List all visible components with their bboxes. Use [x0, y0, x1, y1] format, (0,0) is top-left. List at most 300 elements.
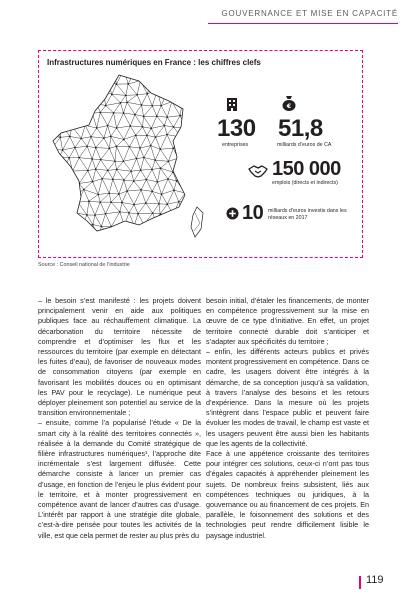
network-node [123, 179, 125, 181]
network-link [144, 225, 150, 237]
stat-revenue-value: 51,8 [278, 115, 323, 142]
network-node [61, 124, 63, 126]
network-node [140, 169, 142, 171]
network-node [185, 127, 187, 129]
network-node [59, 156, 61, 158]
network-link [177, 215, 183, 227]
network-node [113, 112, 115, 114]
network-link [182, 202, 191, 216]
network-node [77, 201, 79, 203]
building-icon [226, 97, 238, 111]
network-link [202, 179, 205, 191]
network-link [68, 213, 74, 225]
network-link [191, 82, 193, 95]
network-link [140, 71, 146, 81]
network-link [47, 160, 54, 171]
network-link [193, 191, 202, 203]
network-node [146, 93, 148, 95]
network-link [157, 83, 164, 91]
network-node [182, 235, 184, 237]
network-node [47, 112, 48, 114]
network-link [173, 146, 186, 148]
network-node [188, 113, 190, 115]
section-header-title: GOUVERNANCE ET MISE EN CAPACITÉ [221, 9, 398, 18]
network-node [205, 167, 207, 169]
network-node [48, 226, 50, 228]
stat-revenue-label: milliards d’euros de CA [277, 142, 332, 148]
network-node [115, 83, 117, 85]
network-link [72, 114, 79, 127]
network-link [80, 81, 86, 93]
network-link [202, 168, 207, 179]
network-link [182, 102, 188, 115]
network-link [60, 157, 63, 171]
network-link [90, 91, 103, 92]
network-link [155, 71, 163, 83]
network-link [196, 128, 207, 129]
network-link [52, 216, 60, 224]
page-number-rule [359, 576, 361, 589]
network-link [186, 172, 190, 178]
network-node [86, 214, 88, 216]
network-link [173, 214, 176, 227]
network-node [56, 114, 58, 116]
network-link [90, 92, 97, 104]
network-node [173, 189, 175, 191]
network-link [178, 158, 186, 172]
network-link [69, 205, 74, 212]
network-link [69, 71, 78, 73]
network-node [103, 137, 105, 139]
network-node [192, 81, 194, 83]
network-node [51, 215, 53, 217]
network-node [167, 178, 169, 180]
network-node [95, 147, 97, 149]
network-node [116, 145, 118, 147]
network-link [111, 226, 116, 234]
network-link [57, 180, 63, 193]
network-link [203, 146, 206, 160]
network-node [186, 145, 188, 147]
network-link [201, 71, 207, 82]
network-node [135, 134, 137, 136]
network-node [68, 157, 70, 159]
network-node [105, 213, 107, 215]
network-node [107, 233, 109, 235]
network-link [52, 214, 61, 216]
network-node [47, 71, 48, 72]
network-node [105, 105, 107, 107]
network-link [58, 93, 64, 104]
network-link [184, 71, 192, 80]
network-node [180, 136, 182, 138]
network-node [158, 203, 160, 205]
network-node [128, 238, 130, 240]
network-node [110, 135, 112, 137]
stat-investment-label: milliards d’euros investis dans les réseaux en 2017 [268, 208, 347, 221]
network-link [191, 191, 193, 202]
network-link [134, 226, 138, 234]
network-link [64, 104, 67, 115]
network-node [79, 92, 81, 94]
network-link [69, 71, 75, 81]
network-link [188, 136, 195, 146]
network-node [76, 193, 78, 195]
network-link [200, 83, 207, 96]
network-node [59, 223, 61, 225]
network-link [170, 71, 177, 73]
network-node [123, 139, 125, 141]
network-node [74, 147, 76, 149]
network-link [196, 106, 199, 117]
paragraph: – enfin, les différents acteurs publics et privés montent progressivement en compétence. Dans ce cadre, les usagers doivent être intégrés à la démarche, de sa conception jusqu’à sa validation, à travers l’analyse des besoins et les retours d’expérience. Dans la mesure où les projets s’intègrent dans l’espace public et peuvent faire évoluer les modes de travail, le champ est vaste et les usagers peuvent être aussi bien les habitants que les agents de la collectivité. [206, 347, 369, 448]
handshake-icon [248, 164, 268, 178]
network-link [77, 183, 79, 193]
network-link [150, 234, 163, 236]
network-link [95, 81, 107, 83]
network-link [76, 226, 82, 234]
network-node [52, 80, 54, 82]
network-node [176, 226, 178, 228]
network-node [67, 224, 69, 226]
key-figures-infobox [38, 50, 363, 258]
network-link [54, 157, 60, 171]
network-link [86, 71, 92, 81]
network-node [187, 136, 189, 138]
network-link [196, 95, 200, 105]
network-node [160, 167, 162, 169]
network-node [115, 234, 117, 236]
network-link [157, 91, 167, 93]
network-link [51, 235, 64, 237]
network-link [57, 180, 67, 181]
network-node [72, 106, 74, 108]
network-node [204, 190, 206, 192]
network-node [50, 190, 52, 192]
network-link [67, 171, 73, 180]
network-link [69, 81, 75, 95]
network-node [63, 103, 65, 105]
network-link [72, 106, 85, 107]
network-link [79, 106, 86, 114]
network-link [67, 180, 77, 194]
network-node [150, 145, 152, 147]
network-link [62, 205, 70, 214]
network-link [177, 179, 190, 181]
network-node [123, 225, 125, 227]
network-node [119, 211, 121, 213]
network-link [82, 226, 84, 234]
network-node [92, 181, 94, 183]
network-link [186, 128, 188, 136]
network-node [190, 93, 192, 95]
network-link [50, 93, 58, 103]
network-node [106, 80, 108, 82]
network-link [155, 71, 170, 73]
network-link [50, 103, 57, 115]
network-node [53, 170, 55, 172]
network-node [192, 190, 194, 192]
network-link [195, 168, 206, 172]
network-link [199, 128, 207, 138]
network-node [114, 160, 116, 162]
network-link [202, 203, 207, 212]
network-node [110, 201, 112, 203]
network-link [192, 71, 193, 82]
network-link [62, 170, 72, 171]
network-node [185, 171, 187, 173]
network-link [95, 72, 101, 83]
network-link [168, 214, 173, 223]
network-link [91, 71, 94, 83]
network-link [156, 223, 163, 234]
network-link [49, 216, 52, 227]
network-node [94, 82, 96, 84]
network-link [49, 224, 60, 227]
network-link [177, 227, 183, 236]
network-link [140, 81, 152, 82]
network-link [187, 146, 190, 157]
network-node [154, 159, 156, 161]
network-link [177, 172, 186, 181]
network-link [49, 92, 57, 93]
france-network-map [47, 71, 207, 249]
network-node [83, 189, 85, 191]
network-link [49, 92, 50, 103]
network-link [84, 234, 98, 238]
euro-bag-icon [282, 95, 296, 111]
network-link [177, 71, 184, 80]
network-link [54, 170, 62, 171]
network-node [47, 134, 48, 136]
network-link [57, 104, 64, 115]
network-node [141, 104, 143, 106]
network-node [107, 169, 109, 171]
network-node [183, 79, 185, 81]
network-node [62, 192, 64, 194]
network-node [92, 112, 94, 114]
network-node [133, 204, 135, 206]
network-node [84, 105, 86, 107]
network-link [52, 203, 58, 216]
network-node [156, 222, 158, 224]
network-node [89, 91, 91, 93]
network-node [127, 83, 129, 85]
network-link [150, 223, 156, 236]
network-node [166, 203, 168, 205]
network-node [140, 189, 142, 191]
network-link [172, 92, 178, 101]
stat-companies-value: 130 [217, 115, 256, 142]
network-link [189, 147, 195, 158]
network-link [85, 104, 97, 106]
network-node [61, 170, 63, 172]
network-node [137, 213, 139, 215]
network-node [151, 190, 153, 192]
network-node [188, 156, 190, 158]
network-link [47, 113, 57, 115]
network-link [173, 214, 182, 215]
network-link [199, 117, 207, 128]
network-link [58, 93, 69, 95]
network-link [191, 202, 201, 203]
network-node [111, 93, 113, 95]
network-link [189, 114, 199, 117]
network-node [201, 178, 203, 180]
network-node [78, 113, 80, 115]
network-link [128, 226, 134, 239]
network-node [88, 200, 90, 202]
paragraph: besoin initial, d’étaler les financements, de monter en compétence progressivement sur la mise en œuvre de ce type d’initiative. En effet, un projet territoire connecté durable doit s’anticiper et s’adapter aux spécificités du territoire ; [206, 296, 369, 346]
network-node [156, 115, 158, 117]
network-node [57, 202, 59, 204]
network-link [47, 71, 53, 81]
network-node [171, 80, 173, 82]
network-link [182, 224, 190, 236]
network-link [187, 136, 188, 146]
network-node [171, 235, 173, 237]
network-node [126, 101, 128, 103]
network-node [108, 192, 110, 194]
infobox-source: Source : Conseil national de l’industrie [38, 262, 130, 268]
network-link [189, 114, 196, 128]
network-node [73, 80, 75, 82]
network-link [58, 84, 62, 93]
network-link [78, 73, 86, 81]
network-link [78, 71, 92, 73]
network-node [71, 126, 73, 128]
network-link [80, 93, 86, 106]
network-link [62, 84, 69, 94]
network-link [191, 94, 196, 105]
network-link [116, 234, 128, 238]
network-node [176, 180, 178, 182]
network-node [133, 180, 135, 182]
network-link [60, 214, 61, 224]
network-node [182, 101, 184, 103]
network-link [116, 225, 124, 234]
network-node [112, 178, 114, 180]
network-link [90, 83, 95, 91]
network-node [66, 179, 68, 181]
network-node [68, 71, 70, 72]
network-node [121, 202, 123, 204]
network-link [101, 71, 114, 72]
network-node [143, 157, 145, 159]
network-node [49, 102, 51, 104]
network-link [63, 180, 67, 193]
network-link [195, 138, 199, 147]
network-node [159, 148, 161, 150]
network-node [143, 115, 145, 117]
network-node [173, 126, 175, 128]
network-node [109, 147, 111, 149]
network-link [79, 114, 86, 125]
network-node [116, 169, 118, 171]
network-node [162, 233, 164, 235]
network-link [163, 234, 172, 236]
network-link [64, 104, 73, 107]
network-link [107, 71, 114, 81]
network-node [194, 171, 196, 173]
body-column-right [206, 296, 369, 541]
network-link [178, 157, 189, 158]
network-node [137, 233, 139, 235]
paragraph: Face à une appétence croissante des territoires pour intégrer ces solutions, ceux-ci n’ont pas tous d’égales capacités à appréhender pleinement les sujets. De nombreux freins subsistent, liés aux compétences techniques ou juridiques, à la gouvernance ou au financement de ces projets. En parallèle, le foisonnement des solutions et des technologies peut rendre difficilement lisible le paysage industriel. [206, 449, 369, 540]
network-link [47, 135, 51, 149]
network-link [49, 81, 53, 92]
network-node [152, 212, 154, 214]
network-link [49, 180, 57, 181]
network-link [164, 81, 172, 83]
network-node [59, 136, 61, 138]
corsica-outline [191, 207, 203, 237]
network-link [136, 71, 140, 81]
network-link [68, 224, 76, 234]
network-node [172, 213, 174, 215]
network-link [184, 80, 193, 82]
network-node [179, 115, 181, 117]
network-node [50, 236, 52, 238]
network-link [195, 146, 206, 147]
network-link [69, 194, 77, 205]
network-node [128, 212, 130, 214]
network-link [185, 193, 191, 202]
network-link [181, 128, 186, 137]
network-node [157, 181, 159, 183]
network-link [170, 73, 171, 80]
network-node [142, 126, 144, 128]
network-node [177, 92, 179, 94]
network-link [191, 94, 200, 95]
network-link [195, 172, 201, 179]
network-link [91, 71, 100, 72]
network-link [53, 71, 56, 81]
network-link [152, 71, 155, 82]
network-node [195, 105, 197, 107]
network-node [181, 215, 183, 217]
network-link [172, 80, 185, 81]
network-link [49, 171, 54, 180]
network-link [56, 71, 62, 84]
network-node [66, 113, 68, 115]
network-node [151, 169, 153, 171]
network-link [196, 102, 207, 105]
network-link [203, 160, 206, 168]
network-node [205, 145, 207, 147]
network-link [187, 146, 196, 147]
network-link [86, 81, 90, 92]
network-node [126, 190, 128, 192]
network-node [68, 94, 70, 96]
network-link [62, 125, 72, 126]
network-node [129, 146, 131, 148]
network-node [161, 193, 163, 195]
network-node [145, 179, 147, 181]
paragraph: – ensuite, comme l’a popularisé l’étude « De la smart city à la réalité des territoires connectés », réalisée à la demande du Comité stratégique de filière infrastructures numériques¹, l’approche dite incrémentale s’est largement diffusée. Cette démarche consiste à lancer un premier cas d’usage, en fonction de l’enjeu le plus évident pour le territoire, et à monter progressivement en compétence avant de lancer d’autres cas d’usage. L’intérêt par rapport à une stratégie dite globale, c’est-à-dire pensée pour toutes les activités de la ville, est que cela permet de rester au plus près du [38, 418, 201, 540]
network-link [57, 170, 63, 179]
network-node [99, 201, 101, 203]
network-link [62, 71, 69, 84]
network-link [172, 227, 176, 235]
network-link [47, 202, 58, 203]
network-link [69, 202, 78, 205]
infobox-title: Infrastructures numériques en France : les chiffres clefs [47, 58, 261, 67]
network-node [83, 233, 85, 235]
network-node [125, 94, 127, 96]
header-rule [208, 23, 398, 24]
network-link [164, 83, 167, 93]
